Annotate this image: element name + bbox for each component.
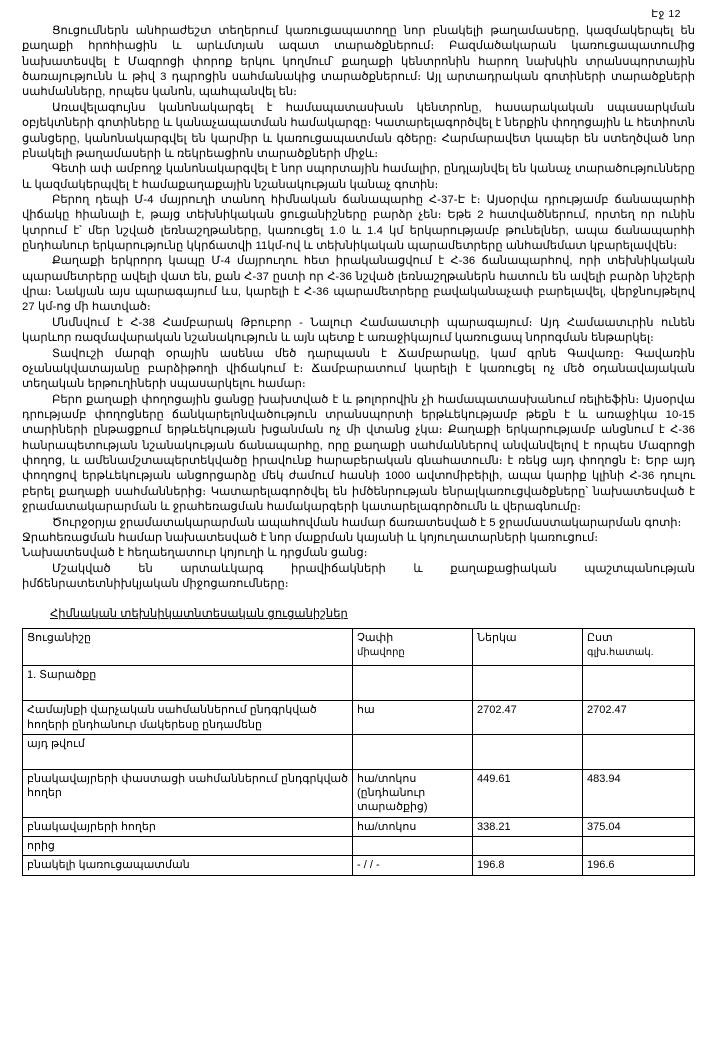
body-text [22, 24, 695, 592]
table-section-title: Հիմնական տեխնիկատնտեսական ցուցանիշներ [50, 608, 348, 621]
cell-plan: 483.94 [583, 769, 695, 817]
header-unit-main: Չափի [357, 632, 394, 645]
header-unit-sub: միավորը [357, 646, 405, 658]
paragraph: Բերող դեպի Մ-4 մայրուղի տանող հիմնական ճանապարհը Հ-37-Է է։ Այսօրվա դրությամբ ճանապարհի վիճակը հիանալի է, թայց տեխնիկական ցուցանիշները բարձր չեն։ Եթե 2 հատվածներում, որտեղ որ ունին կտրում է՝ մեր նշված լեռնաշղթաները, կառուցել 1.0 և 1.4 կմ երկարությամբ թունելներ, ապա ճանապարհի ընդհանուր երկարությունը կկրճատվի 11կմ-ով և տեխնիկական պարամետրերը անհամեմատ կբարելավվեն։ [22, 193, 695, 253]
cell-label: Համայնքի վարչական սահմաններում ընդգրկված հողերի ընդհանուր մակերեսը ընդամենը [23, 701, 353, 735]
paragraph: Բերո քաղաքի փողոցային ցանցը խախտված է և թոլորովին չի համապատասխանում ռելիեֆին։ Այսօրվա դրությամբ փողոցները ճանկարելոնվածություն տրանսպորտի երթևեկությամբ թեքն է և առաջիկա 10-15 տարիների ընթացքում երթևեկության խցանման ոչ մի վտանց չկա։ Քաղաքի երկարությամբ անցնում է Հ-36 հանրապետության նշանակության ճանապարհը, որը քաղաքի սահմաններով անվանվելով է որպես Մազրոցի փողոց, և ամենամշտապերտեկվածը իրավունք հարաբերական գնահատումն։ է ռեկց այդ փողոցն է։ Երբ այդ փողոցով երթևեկության անցորցարձը մեկ ժամում հասնի 1000 ավտոմիբեիլի, ապա կարիք կլինի Հ-36 դուլու բերել քաղաքի սահմաններից։ Կատարելագործվել են իմծենրության ենրալկառուցվածքները՝ նախատեսված է ջրամատակարարման և ջրահեռացման համակարգերի կատարելագործումն և վերագնումը։ [22, 393, 695, 514]
table-row [23, 666, 695, 701]
cell-label: բնակավայրերի փաստացի սահմաններում ընդգրկված հողեր [23, 769, 353, 817]
cell-plan [583, 666, 695, 701]
cell-unit [353, 837, 473, 856]
cell-label: բնակավայրերի հողեր [23, 817, 353, 836]
cell-plan [583, 734, 695, 769]
cell-label: որից [23, 837, 353, 856]
page-number: Էջ 12 [651, 8, 681, 20]
cell-unit: - / / - [353, 856, 473, 875]
paragraph: Նախատեսված է հեղաեղատուր կոյուղի և դրցման ցանց։ [22, 547, 368, 560]
header-plan-sub: գլխ.հատակ. [587, 646, 654, 658]
table-row [23, 734, 695, 769]
cell-label: բնակելի կառուցապատման [23, 856, 353, 875]
indicators-table [22, 628, 695, 875]
table-row [23, 817, 695, 836]
cell-current: 196.8 [473, 856, 583, 875]
header-cell-current: Ներկա [473, 629, 583, 666]
header-cell-plan [583, 629, 695, 666]
paragraph: Մնմնվում է Հ-38 Համբարակ Թբուբոր - Նալուր Համաատւրի պարագայում։ Այդ Համաատւրին ունեն կարևոր ռազմավարական նշանակություն և այն պետք է առաջիկայում կառուցապ նորոգման ենթարկել։ [22, 316, 695, 345]
table-row [23, 837, 695, 856]
cell-unit [353, 666, 473, 701]
paragraph: Ծուրջօրյա ջրամատակարարման ապահովման համար ճառատեսված է 5 ջրամաստակարարման գոտի։ [52, 516, 682, 529]
paragraph: Տավուշի մարզի օրային ասենա մեծ դարպասն է Ճամբարակը, կամ գրնե Գավառը։ Գավառին օչանակվատայանը բարձիթողի վիճակում է։ Ճամբարատում կարելի է կառուցել ոչ մեծ օդանավայական տեղական երթուղիների սպասարկելու համար։ [22, 347, 695, 391]
cell-current [473, 837, 583, 856]
header-cell-indicator: Ցուցանիշը [23, 629, 353, 666]
table-row [23, 856, 695, 875]
paragraph: Ցուցումներն անհրաժեշտ տեղերում կառուցապատողը նոր բնակելի թաղամասերը, կազմակերպել են քաղաքի հրոհիացին և արևմտյան ազատ տարածքներում։ Բազմածակարան կառուցապատումից նախատեսվել է Մազրոցի փորոք երկու կողմում՝ քաղաքի կենտրոնին հարող նախկին տրանսպորտային ծառայությունն և թիվ 3 դպրոցին սահմանակից տարածքներում։ Այլ արտադրական գոտիների տարածքների սահմանները, որպես կանոն, պահպանվել են։ [22, 25, 695, 99]
table-header-row [23, 629, 695, 666]
paragraph: Քաղաքի երկրորդ կապը Մ-4 մայրուղու հետ իրականացվում է Հ-36 ճանապարհով, որի տեխնիկական պարամետրերը ավելի վատ են, քան Հ-37 ըստի որ Հ-36 նշված լեռնաշղթաներն հատուն են ավելի բարձր նիշերի վրա։ Նակյան այս պարագայում ևս, կարելի է Հ-36 պարամետրերը բավականաչափ բարելավել, վերջնույթելով 27 կմ-ոց մի հատված։ [22, 255, 695, 314]
paragraph: Գետի ափ ամբողջ կանոնակարգվել է նոր սպորտային համալիր, ընդլայնվել են կանաչ տարածությունները և կազմակերպվել է համաքաղաքային նշանակության կանաչ գոտին։ [22, 163, 695, 191]
cell-unit [353, 734, 473, 769]
cell-current [473, 666, 583, 701]
cell-plan: 196.6 [583, 856, 695, 875]
paragraph: Ջրահեռացման համար նախատեսված է նոր մաքրման կայանի և կոյուղատարների կառուցում։ [22, 531, 599, 544]
cell-plan [583, 837, 695, 856]
cell-plan: 2702.47 [583, 701, 695, 735]
cell-current: 449.61 [473, 769, 583, 817]
cell-label: այդ թվում [23, 734, 353, 769]
cell-unit: հա [353, 701, 473, 735]
paragraph: Առավելագույնս կանոնակարգել է համապատասխան կենտրոնը, հասարակական սպասարկման օբյեկտների գոտիները և կանաչապատման համակարգը։ Կատարելագործվել է ներքին փողոցային և հետիոտն ցանցերը, կանոնակարգվել են կարմիր և կառուցապատման գծերը։ Հարմարավետ կապեր են ստեղծված նոր բնակելի թաղամասերի և ռեկրեացիոն տարածքների միջև։ [22, 101, 695, 160]
cell-current [473, 734, 583, 769]
paragraph: Մշակված են արտաևկարգ իրավիճակների և քաղաքացիական պաշտպանության իմճենրատետնիխկյական միջոցառումները։ [22, 562, 695, 590]
cell-plan: 375.04 [583, 817, 695, 836]
cell-current: 2702.47 [473, 701, 583, 735]
cell-unit: հա/տոկոս [353, 817, 473, 836]
table-row [23, 769, 695, 817]
cell-current: 338.21 [473, 817, 583, 836]
header-plan-main: Ըստ [587, 632, 613, 645]
cell-label: 1. Տարածքը [23, 666, 353, 701]
cell-unit: հա/տոկոս (ընդհանուր տարածքից) [353, 769, 473, 817]
table-row [23, 701, 695, 735]
header-cell-unit [353, 629, 473, 666]
